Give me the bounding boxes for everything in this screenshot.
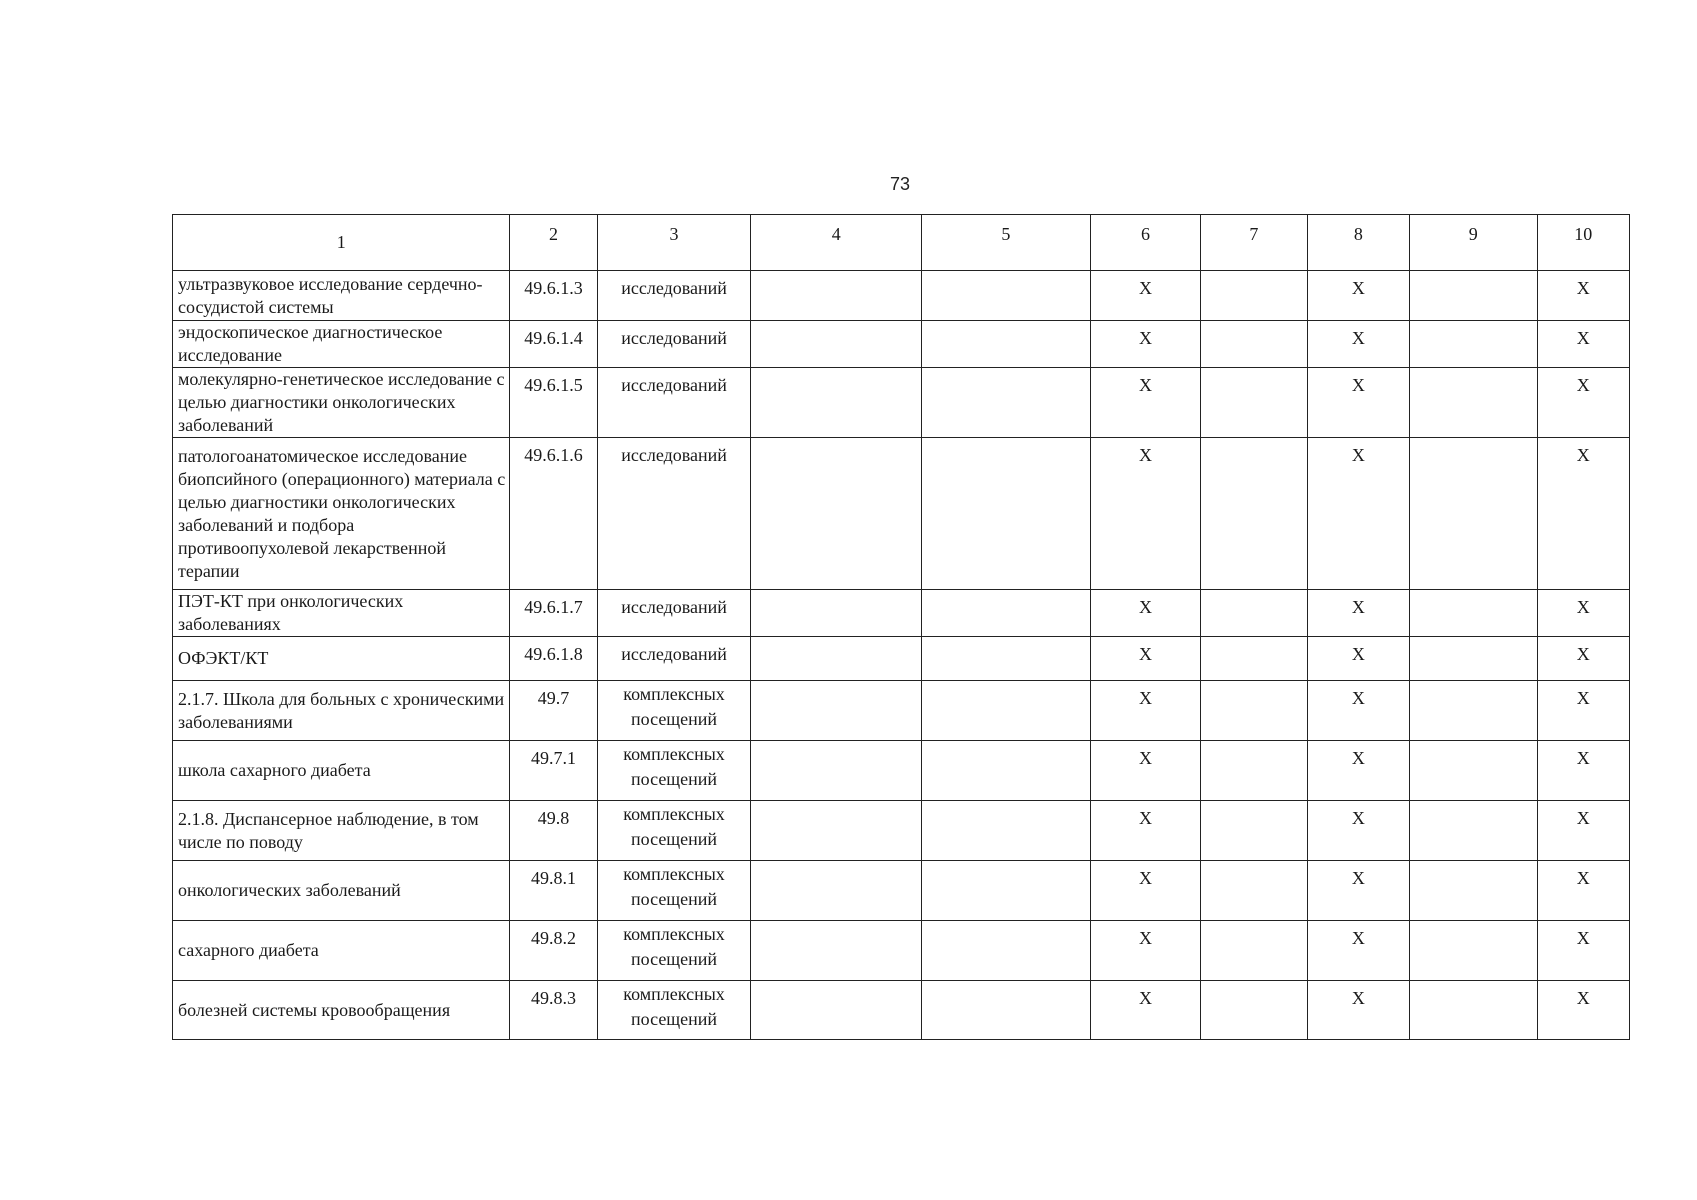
row-value-cell: X — [1090, 368, 1200, 438]
row-value-cell — [1410, 438, 1538, 590]
row-value-cell — [1201, 368, 1307, 438]
row-value-cell: X — [1537, 271, 1629, 321]
row-name-cell: сахарного диабета — [173, 921, 510, 981]
row-unit-cell: исследований — [597, 590, 751, 637]
row-value-cell: X — [1307, 801, 1409, 861]
row-code-cell: 49.8.1 — [510, 861, 597, 921]
row-value-cell — [922, 438, 1091, 590]
row-name-cell: ПЭТ-КТ при онкологических заболеваниях — [173, 590, 510, 637]
column-header: 7 — [1201, 215, 1307, 271]
row-unit-cell: исследований — [597, 321, 751, 368]
row-value-cell: X — [1307, 981, 1409, 1040]
row-value-cell — [922, 801, 1091, 861]
row-code-cell: 49.6.1.6 — [510, 438, 597, 590]
row-code-cell: 49.8.3 — [510, 981, 597, 1040]
column-header: 9 — [1410, 215, 1538, 271]
row-unit-cell: комплексных посещений — [597, 981, 751, 1040]
row-value-cell — [1410, 637, 1538, 681]
row-code-cell: 49.6.1.5 — [510, 368, 597, 438]
row-value-cell — [1410, 590, 1538, 637]
row-value-cell — [751, 637, 922, 681]
row-value-cell: X — [1307, 921, 1409, 981]
row-value-cell — [1410, 321, 1538, 368]
row-unit-cell: исследований — [597, 438, 751, 590]
row-value-cell: X — [1307, 637, 1409, 681]
row-value-cell — [922, 637, 1091, 681]
column-header: 4 — [751, 215, 922, 271]
row-value-cell — [922, 741, 1091, 801]
row-value-cell — [751, 921, 922, 981]
row-value-cell — [1201, 861, 1307, 921]
row-value-cell: X — [1090, 861, 1200, 921]
data-table — [172, 214, 1630, 1040]
row-value-cell — [1201, 801, 1307, 861]
row-value-cell: X — [1307, 681, 1409, 741]
row-value-cell: X — [1307, 271, 1409, 321]
row-value-cell: X — [1537, 801, 1629, 861]
row-code-cell: 49.6.1.4 — [510, 321, 597, 368]
row-name-cell: ультразвуковое исследование сердечно-сосудистой системы — [173, 271, 510, 321]
row-name-cell: ОФЭКТ/КТ — [173, 637, 510, 681]
row-unit-cell: комплексных посещений — [597, 741, 751, 801]
row-name-cell: молекулярно-генетическое исследование с целью диагностики онкологических заболеваний — [173, 368, 510, 438]
row-value-cell: X — [1090, 681, 1200, 741]
row-value-cell: X — [1090, 981, 1200, 1040]
row-value-cell: X — [1307, 861, 1409, 921]
row-value-cell — [922, 321, 1091, 368]
column-header: 1 — [173, 215, 510, 271]
row-value-cell — [922, 981, 1091, 1040]
table-row — [173, 801, 1630, 861]
row-value-cell — [751, 861, 922, 921]
row-code-cell: 49.6.1.7 — [510, 590, 597, 637]
row-value-cell: X — [1090, 801, 1200, 861]
row-name-cell: 2.1.7. Школа для больных с хроническими заболеваниями — [173, 681, 510, 741]
row-name-cell: эндоскопическое диагностическое исследование — [173, 321, 510, 368]
row-value-cell — [922, 271, 1091, 321]
row-value-cell: X — [1307, 590, 1409, 637]
row-value-cell: X — [1537, 861, 1629, 921]
row-value-cell — [922, 861, 1091, 921]
row-code-cell: 49.7 — [510, 681, 597, 741]
row-value-cell — [751, 981, 922, 1040]
row-value-cell: X — [1090, 321, 1200, 368]
row-value-cell: X — [1537, 368, 1629, 438]
row-unit-cell: комплексных посещений — [597, 861, 751, 921]
row-value-cell — [922, 590, 1091, 637]
row-code-cell: 49.6.1.3 — [510, 271, 597, 321]
row-value-cell: X — [1090, 921, 1200, 981]
row-value-cell: X — [1090, 438, 1200, 590]
table-row — [173, 681, 1630, 741]
row-value-cell — [751, 681, 922, 741]
row-value-cell — [751, 590, 922, 637]
row-value-cell — [1201, 741, 1307, 801]
row-value-cell — [922, 921, 1091, 981]
row-value-cell — [1410, 271, 1538, 321]
row-value-cell — [1201, 271, 1307, 321]
row-value-cell — [1410, 741, 1538, 801]
row-value-cell — [1201, 981, 1307, 1040]
row-value-cell — [1410, 368, 1538, 438]
row-name-cell: 2.1.8. Диспансерное наблюдение, в том числе по поводу — [173, 801, 510, 861]
table-row — [173, 741, 1630, 801]
row-value-cell: X — [1307, 741, 1409, 801]
row-value-cell — [751, 801, 922, 861]
row-value-cell — [1201, 438, 1307, 590]
row-value-cell — [1410, 921, 1538, 981]
row-name-cell: школа сахарного диабета — [173, 741, 510, 801]
table-row — [173, 921, 1630, 981]
row-value-cell: X — [1537, 981, 1629, 1040]
row-value-cell — [1201, 921, 1307, 981]
row-value-cell — [1410, 861, 1538, 921]
row-value-cell — [1410, 681, 1538, 741]
row-value-cell — [1201, 681, 1307, 741]
row-value-cell: X — [1537, 921, 1629, 981]
row-value-cell — [751, 741, 922, 801]
column-header: 3 — [597, 215, 751, 271]
table-row — [173, 637, 1630, 681]
row-value-cell: X — [1307, 321, 1409, 368]
row-value-cell — [1201, 321, 1307, 368]
row-value-cell: X — [1537, 741, 1629, 801]
row-value-cell — [1410, 981, 1538, 1040]
column-header: 2 — [510, 215, 597, 271]
row-value-cell: X — [1090, 271, 1200, 321]
row-unit-cell: комплексных посещений — [597, 801, 751, 861]
row-value-cell: X — [1307, 368, 1409, 438]
column-header: 5 — [922, 215, 1091, 271]
row-value-cell: X — [1090, 637, 1200, 681]
row-name-cell: онкологических заболеваний — [173, 861, 510, 921]
header-row — [173, 215, 1630, 271]
row-value-cell: X — [1090, 590, 1200, 637]
column-header: 10 — [1537, 215, 1629, 271]
table-row — [173, 368, 1630, 438]
row-value-cell — [922, 681, 1091, 741]
table-row — [173, 271, 1630, 321]
row-value-cell: X — [1090, 741, 1200, 801]
table-row — [173, 321, 1630, 368]
row-unit-cell: комплексных посещений — [597, 681, 751, 741]
table-row — [173, 590, 1630, 637]
column-header: 8 — [1307, 215, 1409, 271]
row-value-cell: X — [1307, 438, 1409, 590]
row-code-cell: 49.8 — [510, 801, 597, 861]
row-value-cell — [1201, 590, 1307, 637]
row-value-cell: X — [1537, 637, 1629, 681]
page-number: 73 — [889, 174, 911, 194]
row-value-cell — [751, 321, 922, 368]
row-value-cell — [1201, 637, 1307, 681]
row-unit-cell: исследований — [597, 368, 751, 438]
column-header: 6 — [1090, 215, 1200, 271]
table-row — [173, 861, 1630, 921]
row-value-cell — [751, 368, 922, 438]
row-value-cell: X — [1537, 438, 1629, 590]
row-unit-cell: исследований — [597, 637, 751, 681]
row-value-cell — [751, 438, 922, 590]
row-unit-cell: исследований — [597, 271, 751, 321]
table-row — [173, 981, 1630, 1040]
row-value-cell — [922, 368, 1091, 438]
row-value-cell: X — [1537, 321, 1629, 368]
row-code-cell: 49.6.1.8 — [510, 637, 597, 681]
table-row — [173, 438, 1630, 590]
row-value-cell — [751, 271, 922, 321]
row-name-cell: патологоанатомическое исследование биопсийного (операционного) материала с целью диагностики онкологических заболеваний и подбора противоопухолевой лекарственной терапии — [173, 438, 510, 590]
row-name-cell: болезней системы кровообращения — [173, 981, 510, 1040]
row-code-cell: 49.7.1 — [510, 741, 597, 801]
row-value-cell — [1410, 801, 1538, 861]
row-value-cell: X — [1537, 681, 1629, 741]
row-code-cell: 49.8.2 — [510, 921, 597, 981]
row-value-cell: X — [1537, 590, 1629, 637]
row-unit-cell: комплексных посещений — [597, 921, 751, 981]
